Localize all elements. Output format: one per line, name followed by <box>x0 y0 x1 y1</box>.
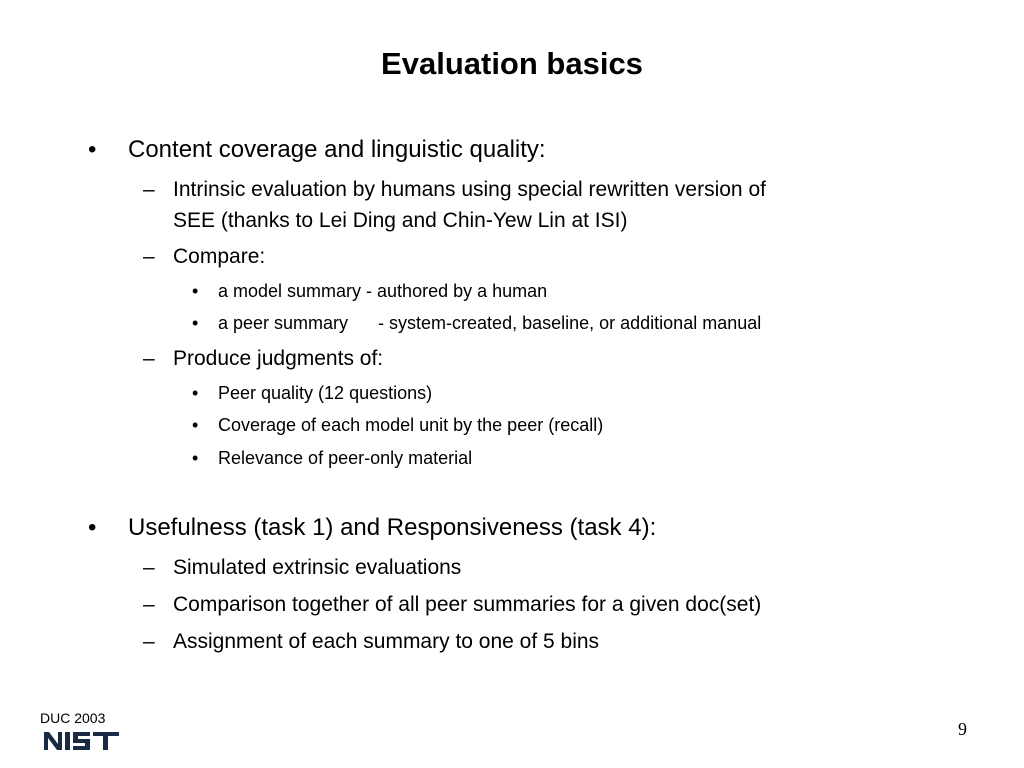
sub-bullet-marker: • <box>192 281 199 301</box>
sub-item-relevance: Relevance of peer-only material <box>218 448 473 468</box>
footer-event-label: DUC 2003 <box>40 710 106 726</box>
dash-marker: – <box>143 556 155 579</box>
dash-marker: – <box>143 347 155 370</box>
sub-item-coverage: Coverage of each model unit by the peer (recall) <box>218 415 604 435</box>
page-number: 9 <box>958 719 967 739</box>
dash-marker: – <box>143 178 155 201</box>
item-intrinsic-evaluation-line1: Intrinsic evaluation by humans using special rewritten version of <box>173 178 766 201</box>
dash-marker: – <box>143 593 155 616</box>
sub-bullet-marker: • <box>192 313 199 333</box>
sub-item-model-summary: a model summary - authored by a human <box>218 281 548 301</box>
item-comparison-together: Comparison together of all peer summaries for a given doc(set) <box>173 593 762 616</box>
bullet-usefulness: Usefulness (task 1) and Responsiveness (task 4): <box>128 514 657 541</box>
dash-marker: – <box>143 245 155 268</box>
item-simulated-extrinsic: Simulated extrinsic evaluations <box>173 556 462 579</box>
nist-logo <box>44 731 120 751</box>
bullet-marker: • <box>88 136 97 163</box>
item-assignment-bins: Assignment of each summary to one of 5 bins <box>173 630 600 653</box>
item-produce-judgments: Produce judgments of: <box>173 347 384 370</box>
slide-title: Evaluation basics <box>381 46 643 81</box>
sub-bullet-marker: • <box>192 448 199 468</box>
sub-item-peer-summary: a peer summary - system-created, baseline, or additional manual <box>218 313 762 333</box>
item-intrinsic-evaluation-line2: SEE (thanks to Lei Ding and Chin-Yew Lin at ISI) <box>173 209 628 232</box>
item-compare: Compare: <box>173 245 266 268</box>
sub-item-peer-quality: Peer quality (12 questions) <box>218 383 433 403</box>
sub-bullet-marker: • <box>192 415 199 435</box>
bullet-marker: • <box>88 514 97 541</box>
bullet-content-coverage: Content coverage and linguistic quality: <box>128 136 546 163</box>
sub-bullet-marker: • <box>192 383 199 403</box>
dash-marker: – <box>143 630 155 653</box>
